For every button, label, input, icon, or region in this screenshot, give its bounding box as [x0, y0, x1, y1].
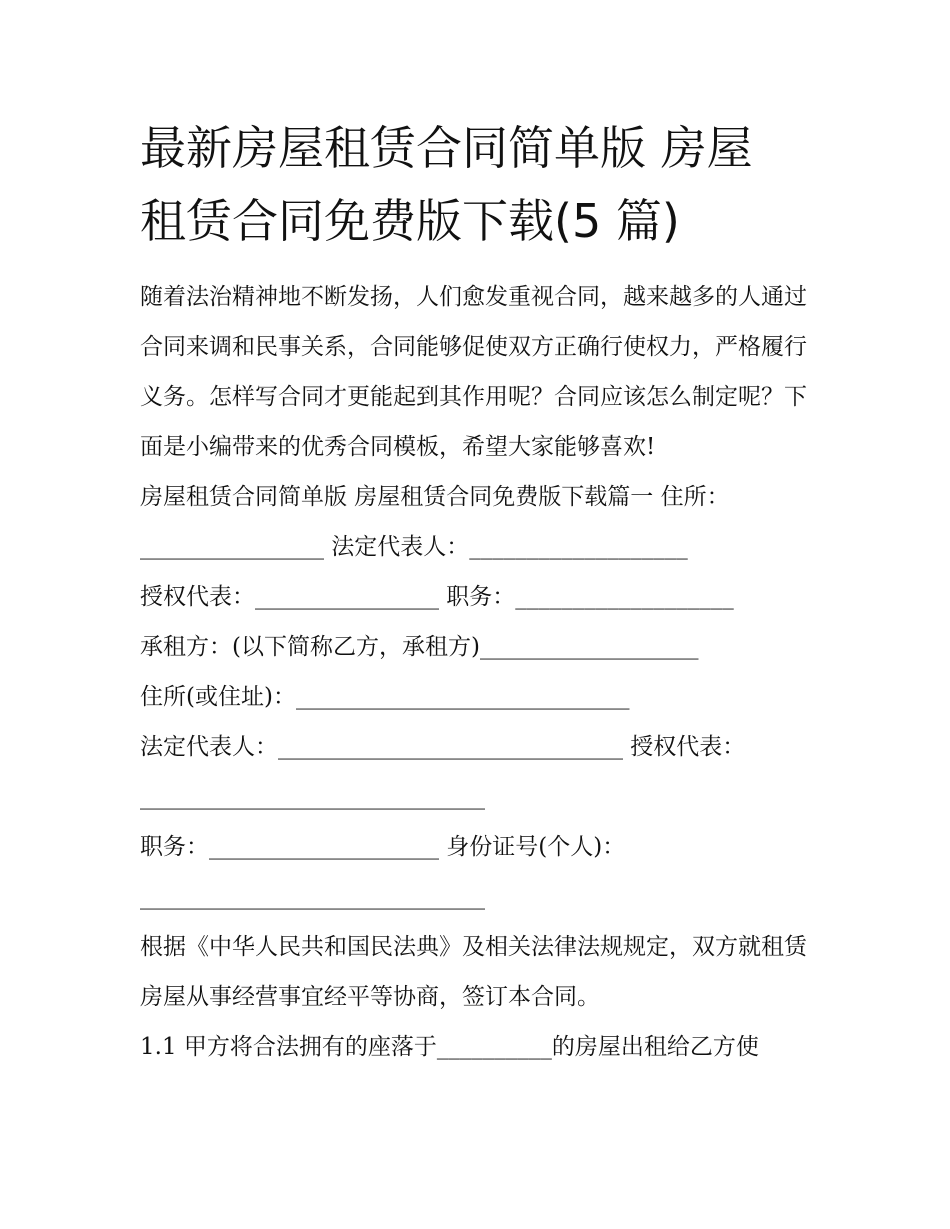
blank-line-1: ______________________________ — [140, 784, 485, 810]
blank-line-2: ______________________________ — [140, 884, 485, 910]
legal-rep-line-2: 法定代表人：______________________________ 授权代表： — [140, 734, 746, 760]
legal-rep-line: ________________ 法定代表人：___________________ — [140, 534, 688, 560]
clause-1-1: 1.1 甲方将合法拥有的座落于__________的房屋出租给乙方使 — [140, 1034, 759, 1060]
title-line-1: 最新房屋租赁合同简单版 房屋 — [140, 121, 753, 175]
address-line: 住所(或住址)：_____________________________ — [140, 684, 630, 710]
section-heading: 房屋租赁合同简单版 房屋租赁合同免费版下载篇一 住所： — [140, 484, 730, 510]
document-title — [140, 112, 820, 258]
document-body — [140, 272, 820, 1072]
authorized-rep-line: 授权代表：________________ 职务：___________________ — [140, 584, 734, 610]
basis-clause: 根据《中华人民共和国民法典》及相关法律法规规定，双方就租赁房屋从事经营事宜经平等协商，签订本合同。 — [140, 934, 807, 1010]
intro-paragraph: 随着法治精神地不断发扬，人们愈发重视合同，越来越多的人通过合同来调和民事关系，合同能够促使双方正确行使权力，严格履行义务。怎样写合同才更能起到其作用呢？合同应该怎么制定呢？下面是小编带来的优秀合同模板，希望大家能够喜欢! — [140, 284, 807, 460]
title-line-2: 租赁合同免费版下载(5 篇) — [140, 194, 680, 248]
document-content — [140, 112, 820, 1072]
lessee-line: 承租方：(以下简称乙方，承租方)___________________ — [140, 634, 699, 660]
position-id-line: 职务：____________________ 身份证号(个人)： — [140, 834, 626, 860]
